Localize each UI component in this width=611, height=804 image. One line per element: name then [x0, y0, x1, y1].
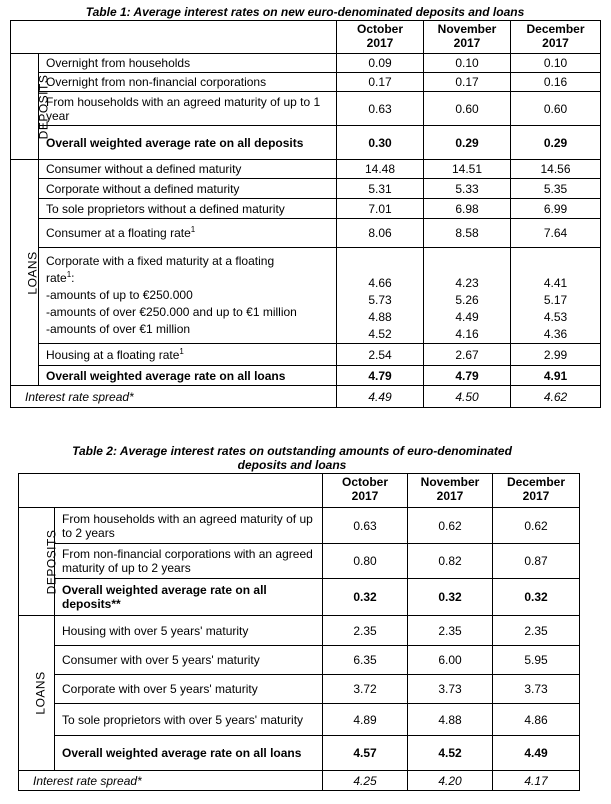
- table-cell: 4.23 5.26 4.49 4.16: [424, 248, 511, 344]
- table-cell: 7.01: [337, 199, 424, 219]
- table-row-label: Housing at a floating rate$^1$: [39, 344, 337, 366]
- table-cell: 4.91: [511, 366, 601, 386]
- table-cell: 8.06: [337, 219, 424, 248]
- table1-title: Table 1: Average interest rates on new euro-denominated deposits and loans: [85, 5, 525, 19]
- table-cell: 4.50: [424, 386, 511, 408]
- table-cell: 5.31: [337, 179, 424, 199]
- table-cell: 4.79: [337, 366, 424, 386]
- table1-deposits-label: DEPOSITS: [36, 74, 51, 139]
- table-cell: 14.56: [511, 160, 601, 179]
- table2-loans-section: [19, 616, 55, 771]
- table-row-label: Overall weighted average rate on all deposits: [39, 126, 337, 160]
- table-cell: 4.57: [323, 736, 408, 771]
- table-cell: 2.35: [323, 616, 408, 646]
- table-cell: 0.29: [511, 126, 601, 160]
- table2-deposits-section: [19, 508, 59, 616]
- table2-header-blank: [19, 474, 323, 508]
- table-cell: 4.25: [323, 771, 408, 791]
- table-cell: 6.35: [323, 646, 408, 675]
- table-cell: 0.82: [408, 544, 493, 579]
- table-cell: 3.73: [493, 675, 580, 704]
- table-row-label: Consumer at a floating rate$^1$: [39, 219, 337, 248]
- table-row-label: Overnight from non-financial corporations: [39, 73, 337, 92]
- table-row-label: Corporate with a fixed maturity at a floating rate$^1$: -amounts of up to €250.000 -amounts of over €250.000 and up to €1 million -amounts of over €1 million: [39, 248, 337, 344]
- table-cell: 4.88: [408, 704, 493, 736]
- table-row-label: From households with an agreed maturity of up to 1 year: [39, 92, 337, 126]
- table1-col-nov: November 2017: [424, 21, 511, 54]
- table-cell: 4.52: [408, 736, 493, 771]
- table-cell: 6.00: [408, 646, 493, 675]
- table2-col-oct: October 2017: [323, 474, 408, 508]
- sub-row-label: -amounts of over €250.000 and up to €1 million: [46, 305, 297, 319]
- table1-col-oct: October 2017: [337, 21, 424, 54]
- table-row-label: Corporate with over 5 years' maturity: [55, 675, 323, 704]
- table-cell: 0.17: [337, 73, 424, 92]
- table-cell: 0.32: [493, 579, 580, 616]
- table-cell: 4.49: [493, 736, 580, 771]
- table-cell: 5.33: [424, 179, 511, 199]
- table-row-label: Consumer without a defined maturity: [39, 160, 337, 179]
- sub-row-label: -amounts of over €1 million: [46, 322, 191, 336]
- table-cell: 4.86: [493, 704, 580, 736]
- table-cell: 14.48: [337, 160, 424, 179]
- table-cell: 0.10: [511, 54, 601, 73]
- table-cell: 3.72: [323, 675, 408, 704]
- table-row-label: Overall weighted average rate on all loans: [39, 366, 337, 386]
- table-row-label: Housing with over 5 years' maturity: [55, 616, 323, 646]
- table-cell: 0.29: [424, 126, 511, 160]
- table-cell: 0.62: [493, 508, 580, 544]
- table-cell: 4.89: [323, 704, 408, 736]
- table-cell: 0.80: [323, 544, 408, 579]
- table-cell: 5.35: [511, 179, 601, 199]
- table-cell: 5.95: [493, 646, 580, 675]
- table-cell: 6.99: [511, 199, 601, 219]
- table1-col-dec: December 2017: [511, 21, 601, 54]
- table-cell: 0.32: [323, 579, 408, 616]
- table-row-label: From households with an agreed maturity of up to 2 years: [55, 508, 323, 544]
- table1-loans-section: [11, 160, 39, 386]
- table-cell: 3.73: [408, 675, 493, 704]
- table-cell: 14.51: [424, 160, 511, 179]
- table-row-label: Overnight from households: [39, 54, 337, 73]
- table-cell: 0.63: [323, 508, 408, 544]
- sub-row-label: -amounts of up to €250.000: [46, 288, 193, 302]
- table1-header-blank: [11, 21, 337, 54]
- table-cell: 0.10: [424, 54, 511, 73]
- table-cell: 4.41 5.17 4.53 4.36: [511, 248, 601, 344]
- table-cell: 0.60: [511, 92, 601, 126]
- table-cell: 0.17: [424, 73, 511, 92]
- table-row-label: Consumer with over 5 years' maturity: [55, 646, 323, 675]
- table-cell: 0.60: [424, 92, 511, 126]
- table-cell: 7.64: [511, 219, 601, 248]
- table-row-label: Overall weighted average rate on all loans: [55, 736, 323, 771]
- table-cell: 0.16: [511, 73, 601, 92]
- table2: [18, 473, 580, 791]
- table-cell: 0.09: [337, 54, 424, 73]
- table-cell: 0.63: [337, 92, 424, 126]
- table2-col-nov: November 2017: [408, 474, 493, 508]
- table2-col-dec: December 2017: [493, 474, 580, 508]
- table1-spread-label: Interest rate spread*: [11, 386, 337, 408]
- table-cell: 2.35: [408, 616, 493, 646]
- table-row-label: To sole proprietors without a defined maturity: [39, 199, 337, 219]
- table-cell: 0.62: [408, 508, 493, 544]
- table-cell: 4.79: [424, 366, 511, 386]
- table-row-label: To sole proprietors with over 5 years' maturity: [55, 704, 323, 736]
- table-cell: 0.30: [337, 126, 424, 160]
- table-cell: 2.35: [493, 616, 580, 646]
- table1-deposits-section: [11, 54, 51, 160]
- table-cell: 4.17: [493, 771, 580, 791]
- table-cell: 4.62: [511, 386, 601, 408]
- table1-loans-label: LOANS: [25, 250, 40, 295]
- table-cell: 2.54: [337, 344, 424, 366]
- table-cell: 0.87: [493, 544, 580, 579]
- corporate-floating-label: Corporate with a fixed maturity at a floating: [46, 254, 275, 268]
- table-cell: 4.49: [337, 386, 424, 408]
- table-cell: 0.32: [408, 579, 493, 616]
- table-cell: 4.66 5.73 4.88 4.52: [337, 248, 424, 344]
- table-cell: 6.98: [424, 199, 511, 219]
- table-cell: 4.20: [408, 771, 493, 791]
- table-cell: 8.58: [424, 219, 511, 248]
- table2-deposits-label: DEPOSITS: [44, 529, 59, 594]
- table1: [10, 20, 601, 408]
- table-cell: 2.99: [511, 344, 601, 366]
- table-row-label: Corporate without a defined maturity: [39, 179, 337, 199]
- table-row-label: Overall weighted average rate on all deposits**: [55, 579, 323, 616]
- table2-title: Table 2: Average interest rates on outstanding amounts of euro-denominated deposits and loans: [72, 444, 512, 472]
- table-row-label: From non-financial corporations with an agreed maturity of up to 2 years: [55, 544, 323, 579]
- table2-loans-label: LOANS: [33, 671, 48, 715]
- table-cell: 2.67: [424, 344, 511, 366]
- table2-spread-label: Interest rate spread*: [19, 771, 323, 791]
